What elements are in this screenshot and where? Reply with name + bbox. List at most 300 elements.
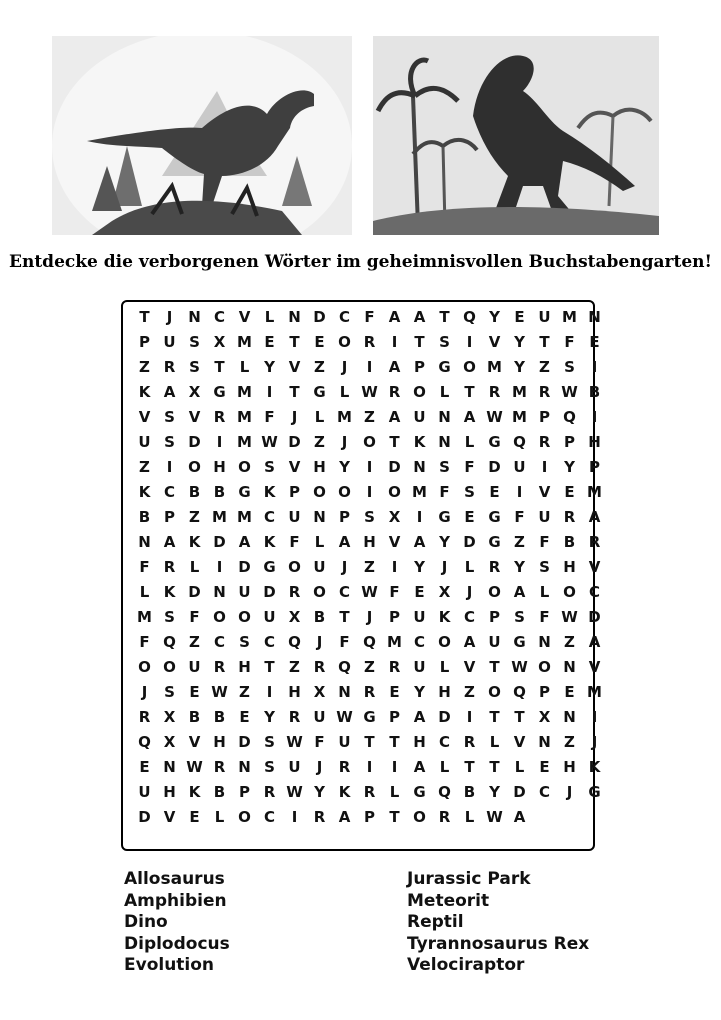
grid-letter[interactable]: V	[588, 558, 601, 576]
grid-letter[interactable]: Q	[363, 633, 376, 651]
grid-letter[interactable]: R	[363, 333, 376, 351]
grid-letter[interactable]: Q	[163, 633, 176, 651]
grid-letter[interactable]: D	[138, 808, 151, 826]
grid-letter[interactable]: S	[564, 358, 575, 376]
grid-letter[interactable]: W	[286, 783, 303, 801]
grid-letter[interactable]: F	[339, 633, 350, 651]
grid-letter[interactable]: C	[263, 808, 275, 826]
grid-letter[interactable]: O	[188, 458, 201, 476]
grid-letter[interactable]: J	[366, 608, 373, 626]
grid-letter[interactable]: K	[588, 758, 601, 776]
grid-letter[interactable]: A	[163, 533, 176, 551]
grid-letter[interactable]: M	[587, 683, 602, 701]
grid-letter[interactable]: G	[488, 433, 501, 451]
grid-letter[interactable]: G	[488, 533, 501, 551]
grid-letter[interactable]: O	[438, 633, 451, 651]
grid-letter[interactable]: W	[561, 383, 578, 401]
grid-letter[interactable]: R	[463, 733, 476, 751]
grid-letter[interactable]: I	[466, 333, 473, 351]
grid-letter[interactable]: I	[266, 383, 273, 401]
grid-letter[interactable]: O	[338, 333, 351, 351]
grid-letter[interactable]: P	[414, 358, 425, 376]
grid-letter[interactable]: L	[439, 758, 450, 776]
grid-letter[interactable]: H	[213, 458, 226, 476]
grid-letter[interactable]: Y	[489, 783, 500, 801]
grid-letter[interactable]: R	[588, 533, 601, 551]
grid-letter[interactable]: M	[562, 308, 577, 326]
grid-letter[interactable]: V	[538, 483, 551, 501]
grid-letter[interactable]: Z	[314, 433, 325, 451]
grid-letter[interactable]: Y	[514, 358, 525, 376]
grid-letter[interactable]: J	[341, 358, 348, 376]
grid-letter[interactable]: R	[363, 683, 376, 701]
grid-letter[interactable]: X	[538, 708, 551, 726]
grid-letter[interactable]: T	[339, 608, 350, 626]
grid-letter[interactable]: U	[238, 583, 251, 601]
grid-letter[interactable]: M	[237, 433, 252, 451]
grid-letter[interactable]: Y	[514, 558, 525, 576]
grid-letter[interactable]: R	[313, 658, 326, 676]
grid-letter[interactable]: K	[338, 783, 351, 801]
grid-letter[interactable]: Q	[338, 658, 351, 676]
grid-letter[interactable]: R	[388, 658, 401, 676]
grid-letter[interactable]: V	[138, 408, 151, 426]
grid-letter[interactable]: B	[213, 708, 226, 726]
grid-letter[interactable]: L	[514, 758, 525, 776]
grid-letter[interactable]: O	[413, 383, 426, 401]
grid-letter[interactable]: I	[216, 558, 223, 576]
grid-letter[interactable]: V	[288, 358, 301, 376]
grid-letter[interactable]: I	[416, 508, 423, 526]
grid-letter[interactable]: Z	[464, 683, 475, 701]
grid-letter[interactable]: J	[341, 433, 348, 451]
grid-letter[interactable]: Z	[189, 633, 200, 651]
grid-letter[interactable]: N	[163, 758, 176, 776]
grid-letter[interactable]: D	[213, 533, 226, 551]
grid-letter[interactable]: C	[588, 583, 600, 601]
grid-letter[interactable]: Q	[463, 308, 476, 326]
grid-letter[interactable]: U	[413, 608, 426, 626]
grid-letter[interactable]: O	[563, 583, 576, 601]
grid-letter[interactable]: O	[238, 808, 251, 826]
grid-letter[interactable]: T	[439, 308, 450, 326]
grid-letter[interactable]: B	[563, 533, 576, 551]
grid-letter[interactable]: U	[413, 408, 426, 426]
grid-letter[interactable]: V	[188, 408, 201, 426]
grid-letter[interactable]: R	[388, 383, 401, 401]
grid-letter[interactable]: F	[314, 733, 325, 751]
grid-letter[interactable]: D	[238, 733, 251, 751]
grid-letter[interactable]: F	[514, 508, 525, 526]
grid-letter[interactable]: I	[516, 483, 523, 501]
grid-letter[interactable]: A	[588, 508, 601, 526]
grid-letter[interactable]: Z	[364, 658, 375, 676]
grid-letter[interactable]: Q	[513, 683, 526, 701]
grid-letter[interactable]: S	[189, 333, 200, 351]
grid-letter[interactable]: N	[213, 583, 226, 601]
grid-letter[interactable]: S	[539, 558, 550, 576]
grid-letter[interactable]: S	[264, 758, 275, 776]
grid-letter[interactable]: V	[463, 658, 476, 676]
grid-letter[interactable]: S	[264, 458, 275, 476]
grid-letter[interactable]: V	[188, 733, 201, 751]
grid-letter[interactable]: F	[389, 583, 400, 601]
grid-letter[interactable]: U	[538, 508, 551, 526]
grid-letter[interactable]: F	[564, 333, 575, 351]
grid-letter[interactable]: Z	[289, 658, 300, 676]
grid-letter[interactable]: Y	[414, 558, 425, 576]
grid-letter[interactable]: G	[438, 508, 451, 526]
grid-letter[interactable]: O	[163, 658, 176, 676]
grid-letter[interactable]: U	[538, 308, 551, 326]
grid-letter[interactable]: E	[514, 308, 525, 326]
grid-letter[interactable]: H	[288, 683, 301, 701]
grid-letter[interactable]: L	[214, 808, 225, 826]
grid-letter[interactable]: P	[164, 508, 175, 526]
grid-letter[interactable]: Z	[189, 508, 200, 526]
grid-letter[interactable]: F	[139, 558, 150, 576]
grid-letter[interactable]: H	[313, 458, 326, 476]
grid-letter[interactable]: L	[389, 783, 400, 801]
grid-letter[interactable]: T	[464, 758, 475, 776]
grid-letter[interactable]: Z	[564, 633, 575, 651]
grid-letter[interactable]: A	[413, 533, 426, 551]
grid-letter[interactable]: I	[366, 758, 373, 776]
grid-letter[interactable]: C	[163, 483, 175, 501]
grid-letter[interactable]: A	[388, 408, 401, 426]
grid-letter[interactable]: A	[463, 633, 476, 651]
grid-letter[interactable]: B	[588, 383, 601, 401]
grid-letter[interactable]: B	[463, 783, 476, 801]
grid-letter[interactable]: T	[514, 708, 525, 726]
grid-letter[interactable]: X	[388, 508, 401, 526]
grid-letter[interactable]: Q	[513, 433, 526, 451]
grid-letter[interactable]: B	[138, 508, 151, 526]
grid-letter[interactable]: U	[138, 783, 151, 801]
grid-letter[interactable]: E	[464, 508, 475, 526]
grid-letter[interactable]: K	[188, 783, 201, 801]
grid-letter[interactable]: F	[539, 533, 550, 551]
grid-letter[interactable]: L	[539, 583, 550, 601]
grid-letter[interactable]: W	[511, 658, 528, 676]
grid-letter[interactable]: C	[438, 733, 450, 751]
grid-letter[interactable]: K	[263, 533, 276, 551]
grid-letter[interactable]: D	[288, 433, 301, 451]
grid-letter[interactable]: N	[288, 308, 301, 326]
grid-letter[interactable]: G	[588, 783, 601, 801]
grid-letter[interactable]: B	[188, 708, 201, 726]
grid-letter[interactable]: T	[364, 733, 375, 751]
grid-letter[interactable]: G	[238, 483, 251, 501]
grid-letter[interactable]: P	[539, 408, 550, 426]
grid-letter[interactable]: T	[389, 808, 400, 826]
grid-letter[interactable]: I	[366, 458, 373, 476]
grid-letter[interactable]: M	[237, 408, 252, 426]
grid-letter[interactable]: Y	[264, 358, 275, 376]
grid-letter[interactable]: Z	[364, 408, 375, 426]
grid-letter[interactable]: J	[166, 308, 173, 326]
grid-letter[interactable]: Y	[564, 458, 575, 476]
grid-letter[interactable]: B	[213, 783, 226, 801]
grid-letter[interactable]: E	[589, 333, 600, 351]
grid-letter[interactable]: L	[264, 308, 275, 326]
grid-letter[interactable]: A	[338, 808, 351, 826]
grid-letter[interactable]: Y	[489, 308, 500, 326]
grid-letter[interactable]: N	[413, 458, 426, 476]
grid-letter[interactable]: L	[189, 558, 200, 576]
grid-letter[interactable]: T	[289, 333, 300, 351]
grid-letter[interactable]: I	[591, 708, 598, 726]
grid-letter[interactable]: N	[538, 733, 551, 751]
grid-letter[interactable]: G	[413, 783, 426, 801]
grid-letter[interactable]: O	[338, 483, 351, 501]
grid-letter[interactable]: I	[266, 683, 273, 701]
grid-letter[interactable]: O	[313, 583, 326, 601]
grid-letter[interactable]: O	[138, 658, 151, 676]
grid-letter[interactable]: J	[566, 783, 573, 801]
grid-letter[interactable]: U	[313, 558, 326, 576]
grid-letter[interactable]: G	[488, 508, 501, 526]
grid-letter[interactable]: L	[489, 733, 500, 751]
grid-letter[interactable]: G	[438, 358, 451, 376]
grid-letter[interactable]: W	[361, 383, 378, 401]
grid-letter[interactable]: L	[239, 358, 250, 376]
grid-letter[interactable]: A	[513, 808, 526, 826]
grid-letter[interactable]: W	[286, 733, 303, 751]
grid-letter[interactable]: K	[138, 383, 151, 401]
grid-letter[interactable]: I	[391, 558, 398, 576]
grid-letter[interactable]: H	[163, 783, 176, 801]
grid-letter[interactable]: S	[164, 433, 175, 451]
grid-letter[interactable]: Q	[438, 783, 451, 801]
grid-letter[interactable]: N	[438, 408, 451, 426]
grid-letter[interactable]: J	[141, 683, 148, 701]
grid-letter[interactable]: O	[363, 433, 376, 451]
grid-letter[interactable]: X	[163, 708, 176, 726]
grid-letter[interactable]: D	[463, 533, 476, 551]
grid-letter[interactable]: R	[563, 508, 576, 526]
grid-letter[interactable]: I	[466, 708, 473, 726]
grid-letter[interactable]: E	[239, 708, 250, 726]
grid-letter[interactable]: A	[413, 758, 426, 776]
grid-letter[interactable]: G	[263, 558, 276, 576]
grid-letter[interactable]: L	[464, 808, 475, 826]
grid-letter[interactable]: N	[138, 533, 151, 551]
grid-letter[interactable]: M	[237, 383, 252, 401]
grid-letter[interactable]: D	[263, 583, 276, 601]
grid-letter[interactable]: G	[513, 633, 526, 651]
grid-letter[interactable]: C	[213, 308, 225, 326]
grid-letter[interactable]: D	[513, 783, 526, 801]
grid-letter[interactable]: J	[316, 633, 323, 651]
grid-letter[interactable]: Z	[564, 733, 575, 751]
grid-letter[interactable]: U	[413, 658, 426, 676]
grid-letter[interactable]: R	[213, 758, 226, 776]
grid-letter[interactable]: T	[489, 658, 500, 676]
grid-letter[interactable]: O	[463, 358, 476, 376]
grid-letter[interactable]: V	[588, 658, 601, 676]
grid-letter[interactable]: P	[239, 783, 250, 801]
grid-letter[interactable]: G	[313, 383, 326, 401]
grid-letter[interactable]: A	[588, 633, 601, 651]
grid-letter[interactable]: S	[439, 333, 450, 351]
grid-letter[interactable]: I	[216, 433, 223, 451]
grid-letter[interactable]: O	[538, 658, 551, 676]
grid-letter[interactable]: W	[261, 433, 278, 451]
grid-letter[interactable]: V	[513, 733, 526, 751]
grid-letter[interactable]: E	[389, 683, 400, 701]
grid-letter[interactable]: J	[466, 583, 473, 601]
grid-letter[interactable]: Y	[264, 708, 275, 726]
grid-letter[interactable]: N	[313, 508, 326, 526]
grid-letter[interactable]: I	[541, 458, 548, 476]
grid-letter[interactable]: D	[588, 608, 601, 626]
grid-letter[interactable]: D	[388, 458, 401, 476]
grid-letter[interactable]: C	[213, 633, 225, 651]
grid-letter[interactable]: M	[237, 333, 252, 351]
grid-letter[interactable]: H	[588, 433, 601, 451]
grid-letter[interactable]: R	[363, 783, 376, 801]
grid-letter[interactable]: R	[288, 708, 301, 726]
grid-letter[interactable]: A	[513, 583, 526, 601]
grid-letter[interactable]: D	[438, 708, 451, 726]
grid-letter[interactable]: U	[288, 758, 301, 776]
grid-letter[interactable]: M	[212, 508, 227, 526]
grid-letter[interactable]: R	[163, 358, 176, 376]
grid-letter[interactable]: U	[188, 658, 201, 676]
grid-letter[interactable]: P	[339, 508, 350, 526]
grid-letter[interactable]: R	[438, 808, 451, 826]
grid-letter[interactable]: U	[313, 708, 326, 726]
grid-letter[interactable]: I	[166, 458, 173, 476]
grid-letter[interactable]: N	[538, 633, 551, 651]
grid-letter[interactable]: X	[438, 583, 451, 601]
grid-letter[interactable]: M	[137, 608, 152, 626]
grid-letter[interactable]: I	[366, 483, 373, 501]
grid-letter[interactable]: E	[564, 683, 575, 701]
grid-letter[interactable]: A	[413, 708, 426, 726]
grid-letter[interactable]: A	[388, 358, 401, 376]
grid-letter[interactable]: D	[488, 458, 501, 476]
grid-letter[interactable]: O	[413, 808, 426, 826]
grid-letter[interactable]: W	[486, 408, 503, 426]
grid-letter[interactable]: U	[338, 733, 351, 751]
grid-letter[interactable]: R	[488, 558, 501, 576]
grid-letter[interactable]: R	[488, 383, 501, 401]
grid-letter[interactable]: X	[163, 733, 176, 751]
grid-letter[interactable]: K	[413, 433, 426, 451]
grid-letter[interactable]: E	[539, 758, 550, 776]
grid-letter[interactable]: N	[188, 308, 201, 326]
grid-letter[interactable]: S	[189, 358, 200, 376]
grid-letter[interactable]: H	[563, 758, 576, 776]
grid-letter[interactable]: H	[438, 683, 451, 701]
grid-letter[interactable]: X	[213, 333, 226, 351]
grid-letter[interactable]: B	[188, 483, 201, 501]
grid-letter[interactable]: I	[591, 358, 598, 376]
grid-letter[interactable]: X	[188, 383, 201, 401]
grid-letter[interactable]: F	[189, 608, 200, 626]
grid-letter[interactable]: R	[263, 783, 276, 801]
grid-letter[interactable]: W	[186, 758, 203, 776]
grid-letter[interactable]: A	[163, 383, 176, 401]
grid-letter[interactable]: P	[564, 433, 575, 451]
grid-letter[interactable]: L	[339, 383, 350, 401]
grid-letter[interactable]: U	[488, 633, 501, 651]
grid-letter[interactable]: E	[489, 483, 500, 501]
grid-letter[interactable]: I	[291, 808, 298, 826]
grid-letter[interactable]: N	[338, 683, 351, 701]
grid-letter[interactable]: P	[389, 708, 400, 726]
grid-letter[interactable]: M	[512, 408, 527, 426]
grid-letter[interactable]: S	[364, 508, 375, 526]
grid-letter[interactable]: H	[213, 733, 226, 751]
grid-letter[interactable]: I	[391, 333, 398, 351]
grid-letter[interactable]: R	[313, 808, 326, 826]
grid-letter[interactable]: Y	[339, 458, 350, 476]
grid-letter[interactable]: O	[488, 683, 501, 701]
grid-letter[interactable]: Y	[314, 783, 325, 801]
grid-letter[interactable]: T	[489, 758, 500, 776]
grid-letter[interactable]: T	[289, 383, 300, 401]
grid-letter[interactable]: P	[139, 333, 150, 351]
grid-letter[interactable]: F	[539, 608, 550, 626]
grid-letter[interactable]: I	[366, 358, 373, 376]
grid-letter[interactable]: N	[588, 308, 601, 326]
grid-letter[interactable]: V	[388, 533, 401, 551]
grid-letter[interactable]: O	[313, 483, 326, 501]
grid-letter[interactable]: O	[388, 483, 401, 501]
grid-letter[interactable]: T	[539, 333, 550, 351]
grid-letter[interactable]: Z	[364, 558, 375, 576]
grid-letter[interactable]: Z	[239, 683, 250, 701]
grid-letter[interactable]: Y	[414, 683, 425, 701]
grid-letter[interactable]: A	[413, 308, 426, 326]
grid-letter[interactable]: T	[214, 358, 225, 376]
grid-letter[interactable]: W	[211, 683, 228, 701]
grid-letter[interactable]: T	[464, 383, 475, 401]
grid-letter[interactable]: K	[263, 483, 276, 501]
grid-letter[interactable]: R	[163, 558, 176, 576]
grid-letter[interactable]: O	[488, 583, 501, 601]
grid-letter[interactable]: M	[587, 483, 602, 501]
grid-letter[interactable]: F	[264, 408, 275, 426]
grid-letter[interactable]: A	[388, 308, 401, 326]
grid-letter[interactable]: P	[539, 683, 550, 701]
grid-letter[interactable]: J	[591, 733, 598, 751]
grid-letter[interactable]: O	[238, 608, 251, 626]
grid-letter[interactable]: F	[289, 533, 300, 551]
grid-letter[interactable]: J	[316, 758, 323, 776]
grid-letter[interactable]: E	[414, 583, 425, 601]
grid-letter[interactable]: H	[563, 558, 576, 576]
grid-letter[interactable]: I	[591, 408, 598, 426]
grid-letter[interactable]: F	[139, 633, 150, 651]
grid-letter[interactable]: L	[464, 558, 475, 576]
grid-letter[interactable]: M	[512, 383, 527, 401]
grid-letter[interactable]: S	[514, 608, 525, 626]
grid-letter[interactable]: B	[313, 608, 326, 626]
grid-letter[interactable]: Y	[514, 333, 525, 351]
grid-letter[interactable]: E	[264, 333, 275, 351]
grid-letter[interactable]: P	[489, 608, 500, 626]
grid-letter[interactable]: F	[439, 483, 450, 501]
grid-letter[interactable]: W	[561, 608, 578, 626]
grid-letter[interactable]: L	[314, 408, 325, 426]
grid-letter[interactable]: Q	[138, 733, 151, 751]
grid-letter[interactable]: A	[463, 408, 476, 426]
grid-letter[interactable]: U	[163, 333, 176, 351]
